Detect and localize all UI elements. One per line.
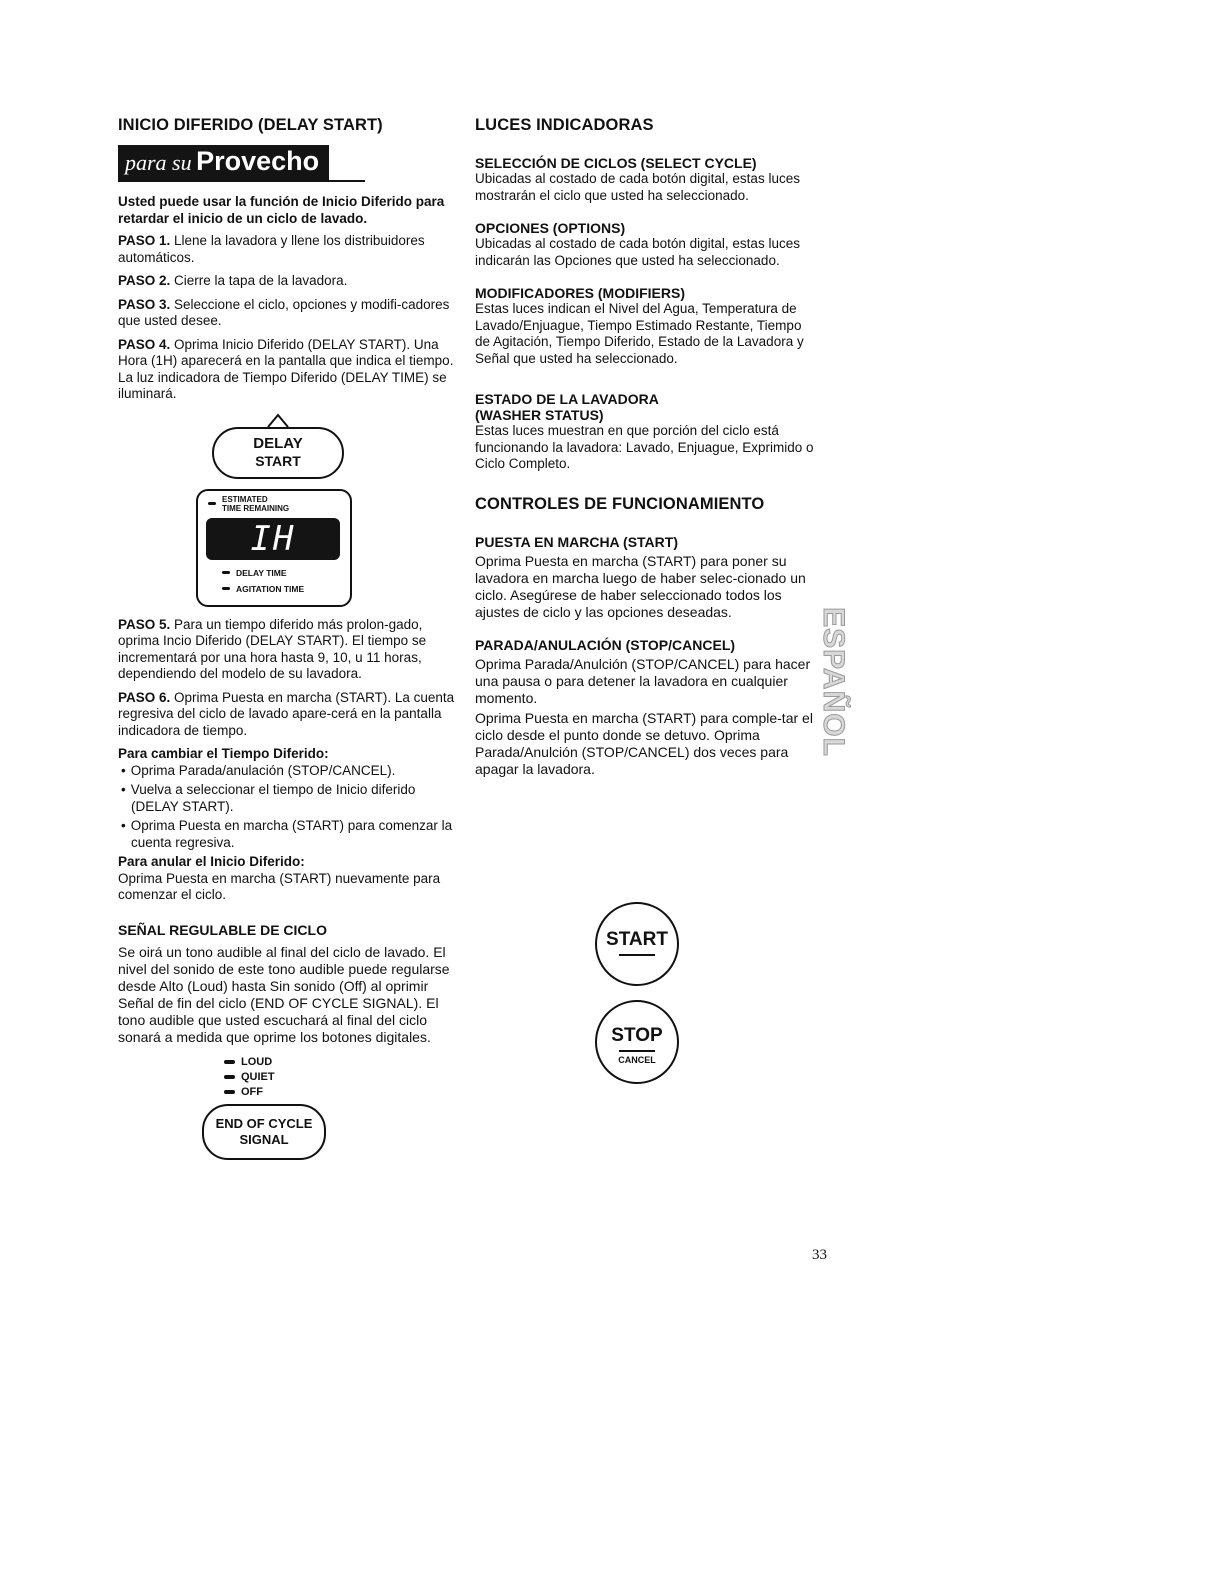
step-2 xyxy=(118,273,463,290)
light-title: MODIFICADORES (MODIFIERS) xyxy=(475,285,685,301)
signal-levels xyxy=(224,1056,463,1098)
list-item: • Oprima Parada/anulación (STOP/CANCEL). xyxy=(118,763,463,780)
control-title: PARADA/ANULACIÓN (STOP/CANCEL) xyxy=(475,636,736,653)
language-side-tab xyxy=(814,608,852,756)
light-text: Estas luces muestran en que porción del ciclo está funcionando la lavadora: Lavado, Enjuague, Exprimido o Ciclo Completo. xyxy=(475,423,814,471)
step-label: PASO 4. xyxy=(118,336,171,352)
agitation-time-text: AGITATION TIME xyxy=(236,583,305,594)
stop-button-illustration xyxy=(595,1000,679,1084)
step-1 xyxy=(118,233,463,266)
para-su-provecho-banner xyxy=(118,145,329,180)
delay-time-text: DELAY TIME xyxy=(236,567,287,578)
estimated-line1: ESTIMATED xyxy=(222,494,268,504)
estimated-time-label xyxy=(208,495,289,513)
step-text: Cierre la tapa de la lavadora. xyxy=(170,273,348,288)
control-text: Oprima Puesta en marcha (START) para poner su lavadora en marcha luego de haber selec-cionado un ciclo. Asegúrese de haber seleccionado todos los ajustes de ciclo y las opciones deseadas. xyxy=(475,552,806,620)
indicator-dot xyxy=(224,1090,235,1094)
controls-heading: CONTROLES DE FUNCIONAMIENTO xyxy=(475,494,765,513)
list-item: • Oprima Puesta en marcha (START) para comenzar la cuenta regresiva. xyxy=(118,818,463,851)
level-loud xyxy=(224,1056,463,1068)
cancel-label: CANCEL xyxy=(618,1055,656,1065)
light-text: Ubicadas al costado de cada botón digital, estas luces indicarán las Opciones que usted ha seleccionado. xyxy=(475,236,800,268)
time-display-illustration xyxy=(196,489,352,607)
level-text: LOUD xyxy=(241,1055,273,1068)
estimated-line2: TIME REMAINING xyxy=(222,503,290,513)
change-delay-list xyxy=(118,763,463,852)
signal-text: Se oirá un tono audible al final del ciclo de lavado. El nivel del sonido de este tono audible puede regularse desde Alto (Loud) hasta Sin sonido (Off) al oprimir Señal de fin del ciclo (END OF CYCLE SIGNAL). El tono audible que usted escuchará al final del ciclo sonará a medida que oprime los botones digitales. xyxy=(118,943,450,1045)
delay-button-line2: START xyxy=(255,452,301,469)
step-text: Oprima Puesta en marcha (START). La cuenta regresiva del ciclo de lavado apare-cerá en la pantalla indicadora de tiempo. xyxy=(118,689,455,738)
control-start xyxy=(475,534,815,621)
step-label: PASO 3. xyxy=(118,296,171,312)
control-text: Oprima Puesta en marcha (START) para comple-tar el ciclo desde el punto donde se detuvo. Oprima Parada/Anulción (STOP/CANCEL) dos veces para apagar la lavadora. xyxy=(475,709,813,777)
light-text: Ubicadas al costado de cada botón digital, estas luces mostrarán el ciclo que usted ha seleccionado. xyxy=(475,171,800,203)
step-text: Para un tiempo diferido más prolon-gado, oprima Incio Diferido (DELAY START). El tiempo se incrementará por una hora hasta 9, 10, u 11 horas, dependiendo del modelo de su lavadora. xyxy=(118,616,427,681)
level-text: QUIET xyxy=(241,1070,275,1083)
level-text: OFF xyxy=(241,1085,263,1098)
control-title: PUESTA EN MARCHA (START) xyxy=(475,533,678,550)
step-label: PASO 1. xyxy=(118,233,171,248)
step-label: PASO 5. xyxy=(118,616,171,632)
indicator-dot xyxy=(222,587,230,590)
light-select-cycle xyxy=(475,155,815,204)
indicator-dot xyxy=(208,502,216,505)
end-cycle-line2: SIGNAL xyxy=(239,1131,289,1147)
step-5 xyxy=(118,617,463,683)
side-tab-text: ESPAÑOL xyxy=(817,607,850,757)
delay-start-heading: INICIO DIFERIDO (DELAY START) xyxy=(118,116,383,134)
light-title: OPCIONES (OPTIONS) xyxy=(475,220,626,236)
delay-lead: Usted puede usar la función de Inicio Diferido para retardar el inicio de un ciclo de lavado. xyxy=(118,194,445,226)
step-4 xyxy=(118,337,463,403)
light-title: SELECCIÓN DE CICLOS (SELECT CYCLE) xyxy=(475,155,757,171)
level-quiet xyxy=(224,1071,463,1083)
banner-rule xyxy=(118,145,365,182)
start-button-illustration xyxy=(595,902,679,986)
agitation-time-label xyxy=(222,584,304,594)
control-stop xyxy=(475,637,815,778)
change-delay-heading: Para cambiar el Tiempo Diferido: xyxy=(118,746,329,761)
indicator-dot xyxy=(224,1075,235,1079)
banner-bold: Provecho xyxy=(196,146,320,176)
estimated-label-text xyxy=(222,495,289,513)
step-6 xyxy=(118,690,463,740)
list-item: • Vuelva a seleccionar el tiempo de Inicio diferido (DELAY START). xyxy=(118,782,463,815)
delay-button-line1: DELAY xyxy=(253,434,303,452)
light-washer-status xyxy=(475,391,815,473)
level-off xyxy=(224,1086,463,1098)
right-column xyxy=(475,116,815,794)
banner-italic: para su xyxy=(125,150,192,175)
lcd-screen xyxy=(206,518,340,560)
page-number: 33 xyxy=(812,1247,827,1263)
control-text: Oprima Parada/Anulción (STOP/CANCEL) para hacer una pausa o para detener la lavadora en cualquier momento. xyxy=(475,655,811,706)
light-title: ESTADO DE LA LAVADORA (WASHER STATUS) xyxy=(475,391,659,423)
cancel-delay-text: Oprima Puesta en marcha (START) nuevamente para comenzar el ciclo. xyxy=(118,870,441,902)
step-text: Seleccione el ciclo, opciones y modifi-cadores que usted desee. xyxy=(118,296,450,328)
stop-button-label: STOP xyxy=(611,1025,663,1046)
stop-underline xyxy=(619,1050,655,1052)
light-modifiers xyxy=(475,285,815,367)
delay-start-button-illustration xyxy=(118,411,463,483)
indicator-dot xyxy=(222,571,230,574)
light-text: Estas luces indican el Nivel del Agua, Temperatura de Lavado/Enjuague, Tiempo Estimado Restante, Tiempo de Agitación, Tiempo Diferido, Estado de la Lavadora y Señal que usted ha seleccionado. xyxy=(475,301,804,366)
step-label: PASO 2. xyxy=(118,273,171,288)
light-options xyxy=(475,220,815,269)
step-text: Oprima Inicio Diferido (DELAY START). Una Hora (1H) aparecerá en la pantalla que indica el tiempo. La luz indicadora de Tiempo Diferido (DELAY TIME) se iluminará. xyxy=(118,336,454,401)
delay-time-label xyxy=(222,568,287,578)
start-button-label: START xyxy=(606,929,668,950)
indicator-dot xyxy=(224,1060,235,1064)
cancel-delay-heading: Para anular el Inicio Diferido: xyxy=(118,854,305,869)
step-text: Llene la lavadora y llene los distribuidores automáticos. xyxy=(118,233,425,265)
end-of-cycle-button-illustration xyxy=(202,1104,326,1160)
start-underline xyxy=(619,954,655,956)
lights-heading: LUCES INDICADORAS xyxy=(475,116,654,134)
end-cycle-line1: END OF CYCLE xyxy=(215,1115,313,1131)
step-label: PASO 6. xyxy=(118,689,171,705)
lcd-value: IH xyxy=(250,518,296,559)
signal-heading: SEÑAL REGULABLE DE CICLO xyxy=(118,921,327,938)
step-3 xyxy=(118,297,463,330)
left-column xyxy=(118,116,463,1160)
